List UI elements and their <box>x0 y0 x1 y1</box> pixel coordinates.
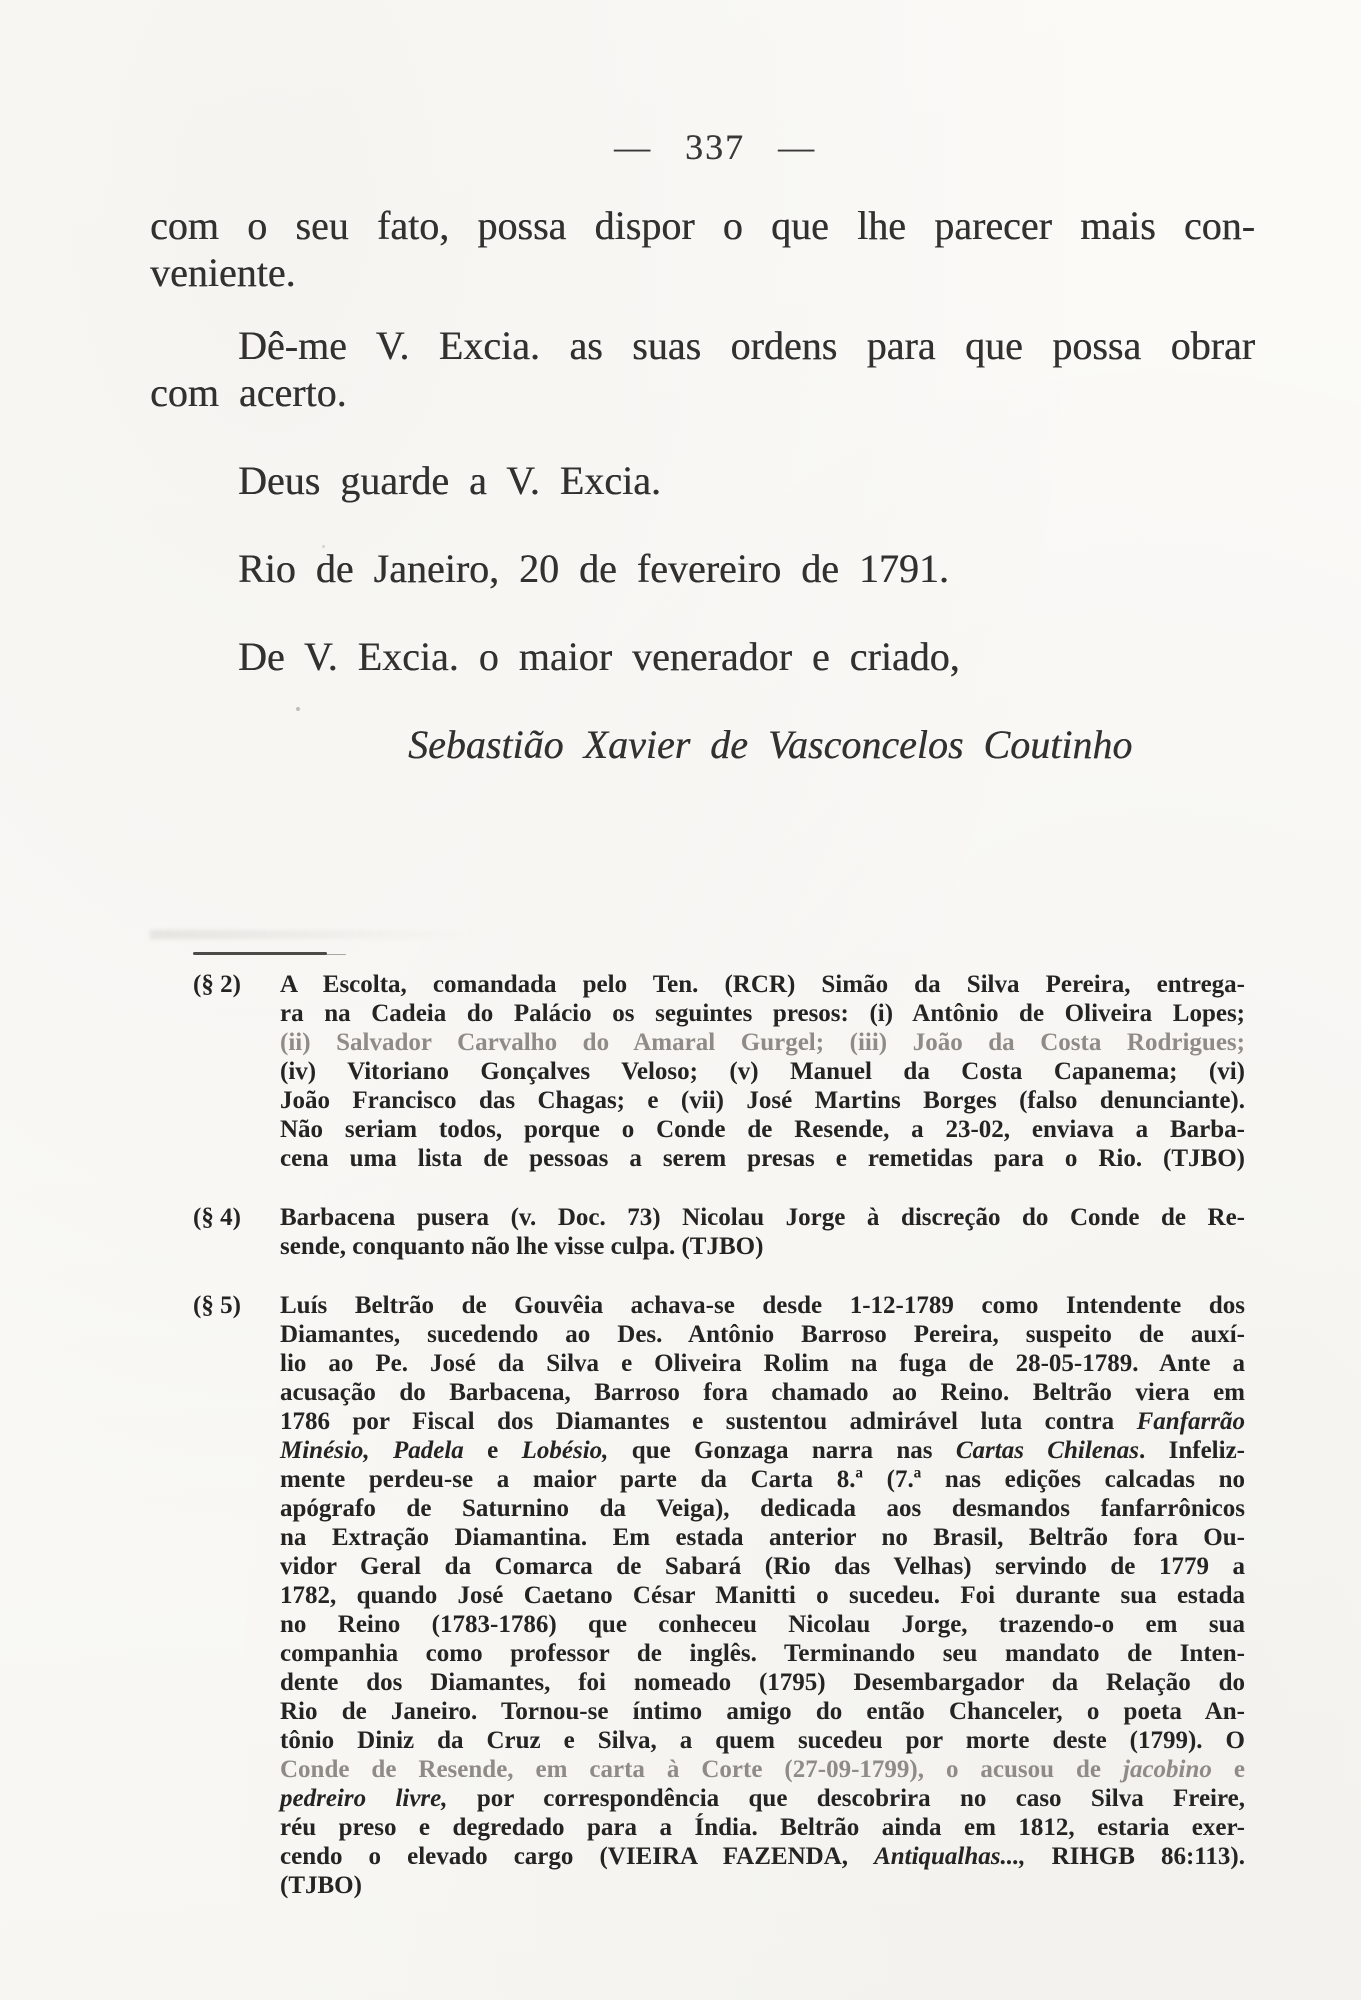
footnote <box>193 970 1245 1173</box>
footnote-line <box>280 1203 1245 1232</box>
letter-line: Deus guarde a V. Excia. <box>238 458 661 503</box>
footnote-line <box>280 1697 1245 1726</box>
footnote-line <box>280 1349 1245 1378</box>
italic-text: pedreiro livre, <box>280 1785 448 1812</box>
footnote-line <box>280 1407 1245 1436</box>
text-segment: Diamantes, sucedendo ao Des. Antônio Barroso Pereira, suspeito de auxí- <box>280 1321 1245 1348</box>
text-segment: Rio de Janeiro. Tornou-se íntimo amigo do então Chanceler, o poeta An- <box>280 1698 1245 1725</box>
text-segment: Conde de Resende, em carta à Corte (27-09-1799), o acusou de <box>280 1756 1123 1783</box>
footnote-label: (§ 4) <box>193 1204 241 1231</box>
text-segment: mente perdeu-se a maior parte da Carta 8.ª (7.ª nas edições calcadas no <box>280 1466 1245 1493</box>
footnote-label: (§ 2) <box>193 971 241 998</box>
footnote-line <box>280 1871 1245 1900</box>
text-segment: (ii) Salvador Carvalho do Amaral Gurgel; (iii) João da Costa Rodrigues; <box>280 1029 1245 1056</box>
text-segment: que Gonzaga narra nas <box>608 1437 956 1464</box>
text-segment: sende, conquanto não lhe visse culpa. (TJBO) <box>280 1233 764 1260</box>
text-segment: . Infeliz- <box>1139 1437 1245 1464</box>
text-segment: Luís Beltrão de Gouvêia achava-se desde 1-12-1789 como Intendente dos <box>280 1292 1245 1319</box>
footnote-line <box>280 1726 1245 1755</box>
text-segment: 1786 por Fiscal dos Diamantes e sustentou admirável luta contra <box>280 1408 1137 1435</box>
footnote-line <box>280 1086 1245 1115</box>
text-segment: companhia como professor de inglês. Terminando seu mandato de Inten- <box>280 1640 1245 1667</box>
footnote-line <box>280 1494 1245 1523</box>
footnote-text <box>280 1203 1245 1261</box>
letter-line: De V. Excia. o maior venerador e criado, <box>238 634 960 679</box>
letter-body <box>150 202 1255 768</box>
footnote-line <box>280 1028 1245 1057</box>
footnote-line <box>280 1523 1245 1552</box>
footnote-label: (§ 5) <box>193 1292 241 1319</box>
letter-line: com acerto. <box>150 370 347 415</box>
footnote-line <box>280 1320 1245 1349</box>
footnote-text <box>280 1291 1245 1900</box>
footnote-line <box>280 1144 1245 1173</box>
page-number: — 337 — <box>614 127 816 167</box>
text-segment: acusação do Barbacena, Barroso fora chamado ao Reino. Beltrão viera em <box>280 1379 1245 1406</box>
text-segment: Barbacena pusera (v. Doc. 73) Nicolau Jorge à discreção do Conde de Re- <box>280 1204 1245 1231</box>
footnote-line <box>280 999 1245 1028</box>
letter-line: Dê-me V. Excia. as suas ordens para que possa obrar <box>238 323 1255 368</box>
footnote-text <box>280 970 1245 1173</box>
text-segment: tônio Diniz da Cruz e Silva, a quem sucedeu por morte deste (1799). O <box>280 1727 1245 1754</box>
footnote-line <box>280 1610 1245 1639</box>
footnote-line <box>280 1378 1245 1407</box>
text-segment: cendo o elevado cargo (VIEIRA FAZENDA, <box>280 1843 875 1870</box>
footnote <box>193 1291 1245 1900</box>
footnote-line <box>280 1581 1245 1610</box>
footnotes-section <box>193 970 1245 1900</box>
italic-text: Cartas Chilenas <box>955 1437 1139 1464</box>
italic-text: Antiqualhas..., <box>874 1843 1026 1870</box>
footnote-line <box>280 1639 1245 1668</box>
scan-speckle <box>322 545 325 548</box>
text-segment: Não seriam todos, porque o Conde de Resende, a 23-02, enviava a Barba- <box>280 1116 1245 1143</box>
text-segment: João Francisco das Chagas; e (vii) José Martins Borges (falso denunciante). <box>280 1087 1245 1114</box>
italic-text: Lobésio, <box>521 1437 609 1464</box>
text-segment: (TJBO) <box>280 1872 362 1899</box>
text-segment: apógrafo de Saturnino da Veiga), dedicada aos desmandos fanfarrônicos <box>280 1495 1245 1522</box>
text-segment: réu preso e degredado para a Índia. Beltrão ainda em 1812, estaria exer- <box>280 1814 1245 1841</box>
text-segment: 1782, quando José Caetano César Manitti o sucedeu. Foi durante sua estada <box>280 1582 1245 1609</box>
signature-line: Sebastião Xavier de Vasconcelos Coutinho <box>408 722 1133 767</box>
text-segment: na Extração Diamantina. Em estada anterior no Brasil, Beltrão fora Ou- <box>280 1524 1245 1551</box>
footnote-line <box>280 1552 1245 1581</box>
text-segment: ra na Cadeia do Palácio os seguintes presos: (i) Antônio de Oliveira Lopes; <box>280 1000 1245 1027</box>
scan-smudge <box>150 930 480 939</box>
text-segment: vidor Geral da Comarca de Sabará (Rio das Velhas) servindo de 1779 a <box>280 1553 1245 1580</box>
italic-text: Minésio, Padela <box>280 1437 464 1464</box>
footnote-line <box>280 1232 1245 1261</box>
text-segment: (iv) Vitoriano Gonçalves Veloso; (v) Manuel da Costa Capanema; (vi) <box>280 1058 1245 1085</box>
footnote-line <box>280 1842 1245 1871</box>
text-segment: A Escolta, comandada pelo Ten. (RCR) Simão da Silva Pereira, entrega- <box>280 971 1245 998</box>
footnote-line <box>280 1813 1245 1842</box>
letter-line: veniente. <box>150 250 296 295</box>
text-segment: cena uma lista de pessoas a serem presas e remetidas para o Rio. (TJBO) <box>280 1145 1245 1172</box>
text-segment: por correspondência que descobrira no caso Silva Freire, <box>447 1785 1245 1812</box>
footnote-line <box>280 1436 1245 1465</box>
footnote-line <box>280 970 1245 999</box>
footnote-line <box>280 1784 1245 1813</box>
text-segment: e <box>463 1437 522 1464</box>
footnote-line <box>280 1668 1245 1697</box>
scan-speckle <box>296 707 300 711</box>
footnote-line <box>280 1291 1245 1320</box>
text-segment: e <box>1211 1756 1245 1783</box>
footnote-line <box>280 1057 1245 1086</box>
italic-text: Fanfarrão <box>1136 1408 1245 1435</box>
footnote-line <box>280 1755 1245 1784</box>
text-segment: RIHGB 86:113). <box>1025 1843 1245 1870</box>
footnote-line <box>280 1115 1245 1144</box>
text-segment: lio ao Pe. José da Silva e Oliveira Rolim na fuga de 28-05-1789. Ante a <box>280 1350 1245 1377</box>
letter-line: com o seu fato, possa dispor o que lhe parecer mais con- <box>150 203 1255 248</box>
letter-line: Rio de Janeiro, 20 de fevereiro de 1791. <box>238 546 949 591</box>
text-segment: dente dos Diamantes, foi nomeado (1795) Desembargador da Relação do <box>280 1669 1245 1696</box>
footnote-line <box>280 1465 1245 1494</box>
italic-text: jacobino <box>1123 1756 1212 1783</box>
footnote <box>193 1203 1245 1261</box>
footnote-divider <box>193 952 327 955</box>
text-segment: no Reino (1783-1786) que conheceu Nicolau Jorge, trazendo-o em sua <box>280 1611 1245 1638</box>
